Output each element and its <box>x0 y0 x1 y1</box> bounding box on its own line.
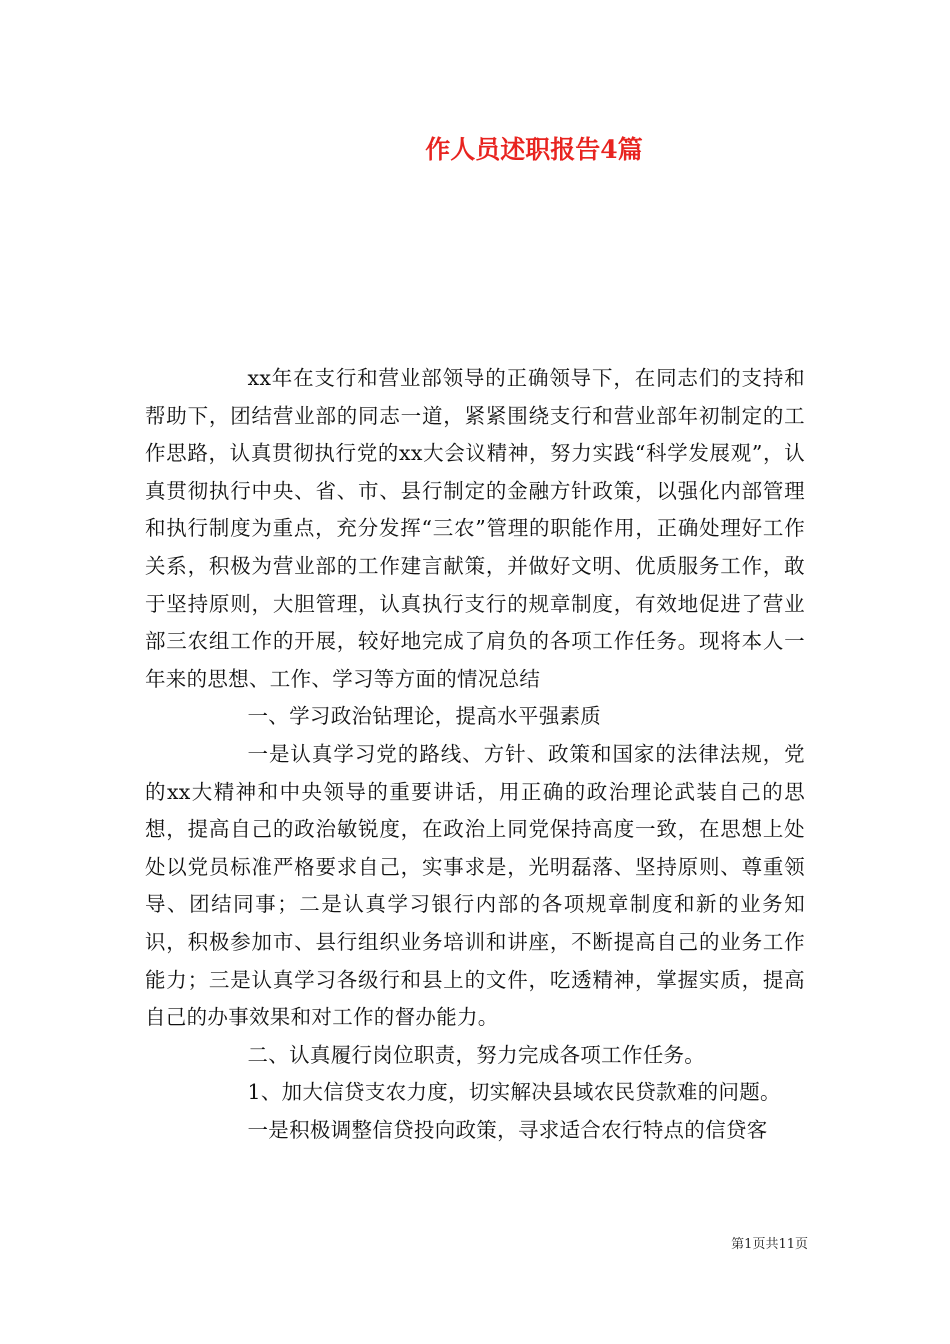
subsection-heading-1: 1、加大信贷支农力度，切实解决县域农民贷款难的问题。 <box>247 1080 781 1105</box>
document-body <box>145 360 805 1149</box>
section-heading-2: 二、认真履行岗位职责，努力完成各项工作任务。 <box>247 1042 706 1067</box>
intro-paragraph: xx年在支行和营业部领导的正确领导下，在同志们的支持和帮助下，团结营业部的同志一道，紧紧围绕支行和营业部年初制定的工作思路，认真贯彻执行党的xx大会议精神，努力实践“科学发展观”，认真贯彻执行中央、省、市、县行制定的金融方针政策，以强化内部管理和执行制度为重点，充分发挥“三农”管理的职能作用，正确处理好工作关系，积极为营业部的工作建言献策，并做好文明、优质服务工作，敢于坚持原则，大胆管理，认真执行支行的规章制度，有效地促进了营业部三农组工作的开展，较好地完成了肩负的各项工作任务。现将本人一年来的思想、工作、学习等方面的情况总结 <box>145 366 805 691</box>
document-title: 作人员述职报告4篇 <box>425 135 643 164</box>
section-heading-1: 一、学习政治钻理论，提高水平强素质 <box>247 704 602 729</box>
paragraph-credit: 一是积极调整信贷投向政策，寻求适合农行特点的信贷客 <box>247 1117 768 1142</box>
page-number-footer: 第1页共11页 <box>731 1237 808 1252</box>
paragraph-study: 一是认真学习党的路线、方针、政策和国家的法律法规，党的xx大精神和中央领导的重要讲话，用正确的政治理论武装自己的思想，提高自己的政治敏锐度，在政治上同党保持高度一致，在思想上处处以党员标准严格要求自己，实事求是，光明磊落、坚持原则、尊重领导、团结同事；二是认真学习银行内部的各项规章制度和新的业务知识，积极参加市、县行组织业务培训和讲座，不断提高自己的业务工作能力；三是认真学习各级行和县上的文件，吃透精神，掌握实质，提高自己的办事效果和对工作的督办能力。 <box>145 741 805 1030</box>
